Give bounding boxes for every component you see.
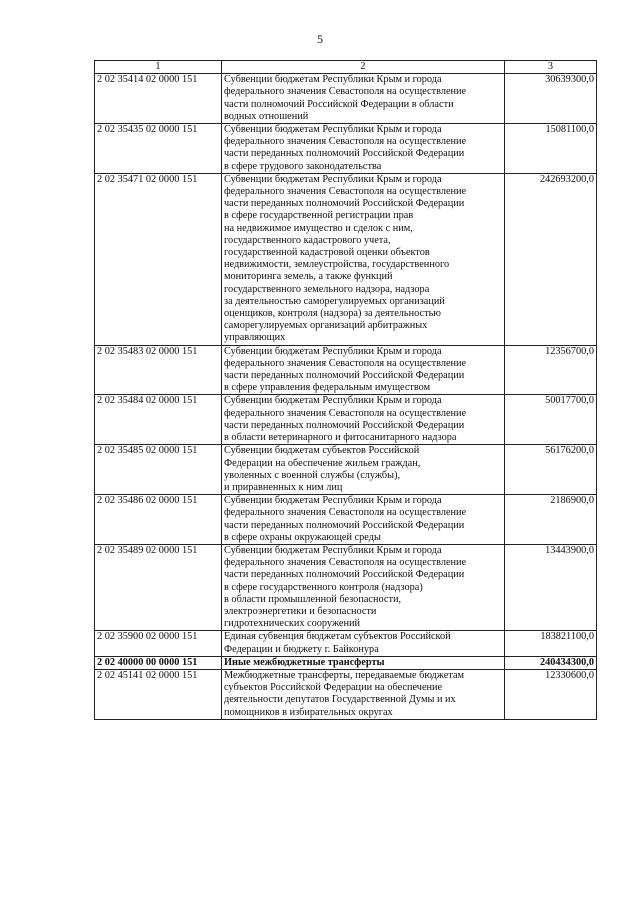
table-row [95, 631, 597, 656]
amount-cell: 13443900,0 [505, 544, 597, 630]
code-cell: 2 02 35471 02 0000 151 [95, 173, 222, 345]
amount-cell: 242693200,0 [505, 173, 597, 345]
code-cell: 2 02 35485 02 0000 151 [95, 445, 222, 495]
table-row [95, 656, 597, 669]
description-cell: Субвенции бюджетам Республики Крым и города федерального значения Севастополя на осуществление части переданных полномочий Российской Федерации в сфере управления федеральным имуществом [222, 345, 505, 395]
table-row [95, 395, 597, 445]
code-cell: 2 02 35486 02 0000 151 [95, 495, 222, 545]
description-cell: Субвенции бюджетам Республики Крым и города федерального значения Севастополя на осуществление части переданных полномочий Российской Федерации в сфере государственной регистрации прав на недвижимое имущество и сделок с ним, государственного кадастрового учета, государственной кадастровой оценки объектов недвижимости, землеустройства, государственного мониторинга земель, а также функций государственного земельного надзора, надзора за деятельностью саморегулируемых организаций оценщиков, контроля (надзора) за деятельностью саморегулируемых организаций арбитражных управляющих [222, 173, 505, 345]
amount-cell: 183821100,0 [505, 631, 597, 656]
code-cell: 2 02 35414 02 0000 151 [95, 74, 222, 124]
description-cell: Иные межбюджетные трансферты [222, 656, 505, 669]
table-row [95, 74, 597, 124]
amount-cell: 240434300,0 [505, 656, 597, 669]
table-row [95, 669, 597, 719]
description-cell: Межбюджетные трансферты, передаваемые бюджетам субъектов Российской Федерации на обеспечение деятельности депутатов Государственной Думы и их помощников в избирательных округах [222, 669, 505, 719]
amount-cell: 12330600,0 [505, 669, 597, 719]
description-cell: Субвенции бюджетам субъектов Российской Федерации на обеспечение жильем граждан, уволенных с военной службы (службы), и приравненных к ним лиц [222, 445, 505, 495]
code-cell: 2 02 35484 02 0000 151 [95, 395, 222, 445]
header-col-3: 3 [505, 61, 597, 74]
amount-cell: 12356700,0 [505, 345, 597, 395]
code-cell: 2 02 40000 00 0000 151 [95, 656, 222, 669]
code-cell: 2 02 35483 02 0000 151 [95, 345, 222, 395]
code-cell: 2 02 45141 02 0000 151 [95, 669, 222, 719]
table-row [95, 173, 597, 345]
description-cell: Субвенции бюджетам Республики Крым и города федерального значения Севастополя на осуществление части переданных полномочий Российской Федерации в сфере трудового законодательства [222, 124, 505, 174]
header-col-2: 2 [222, 61, 505, 74]
table-row [95, 345, 597, 395]
code-cell: 2 02 35489 02 0000 151 [95, 544, 222, 630]
description-cell: Субвенции бюджетам Республики Крым и города федерального значения Севастополя на осуществление части переданных полномочий Российской Федерации в сфере охраны окружающей среды [222, 495, 505, 545]
table-row [95, 445, 597, 495]
description-cell: Единая субвенция бюджетам субъектов Российской Федерации и бюджету г. Байконура [222, 631, 505, 656]
code-cell: 2 02 35900 02 0000 151 [95, 631, 222, 656]
amount-cell: 56176200,0 [505, 445, 597, 495]
budget-table [94, 60, 597, 720]
header-col-1: 1 [95, 61, 222, 74]
amount-cell: 30639300,0 [505, 74, 597, 124]
description-cell: Субвенции бюджетам Республики Крым и города федерального значения Севастополя на осуществление части переданных полномочий Российской Федерации в области ветеринарного и фитосанитарного надзора [222, 395, 505, 445]
table-row [95, 124, 597, 174]
table-body [95, 74, 597, 720]
description-cell: Субвенции бюджетам Республики Крым и города федерального значения Севастополя на осуществление части полномочий Российской Федерации в области водных отношений [222, 74, 505, 124]
amount-cell: 15081100,0 [505, 124, 597, 174]
table-row [95, 495, 597, 545]
amount-cell: 50017700,0 [505, 395, 597, 445]
page-number: 5 [317, 32, 323, 46]
table-header-row [95, 61, 597, 74]
table-row [95, 544, 597, 630]
description-cell: Субвенции бюджетам Республики Крым и города федерального значения Севастополя на осуществление части переданных полномочий Российской Федерации в сфере государственного контроля (надзора) в области промышленной безопасности, электроэнергетики и безопасности гидротехнических сооружений [222, 544, 505, 630]
code-cell: 2 02 35435 02 0000 151 [95, 124, 222, 174]
amount-cell: 2186900,0 [505, 495, 597, 545]
